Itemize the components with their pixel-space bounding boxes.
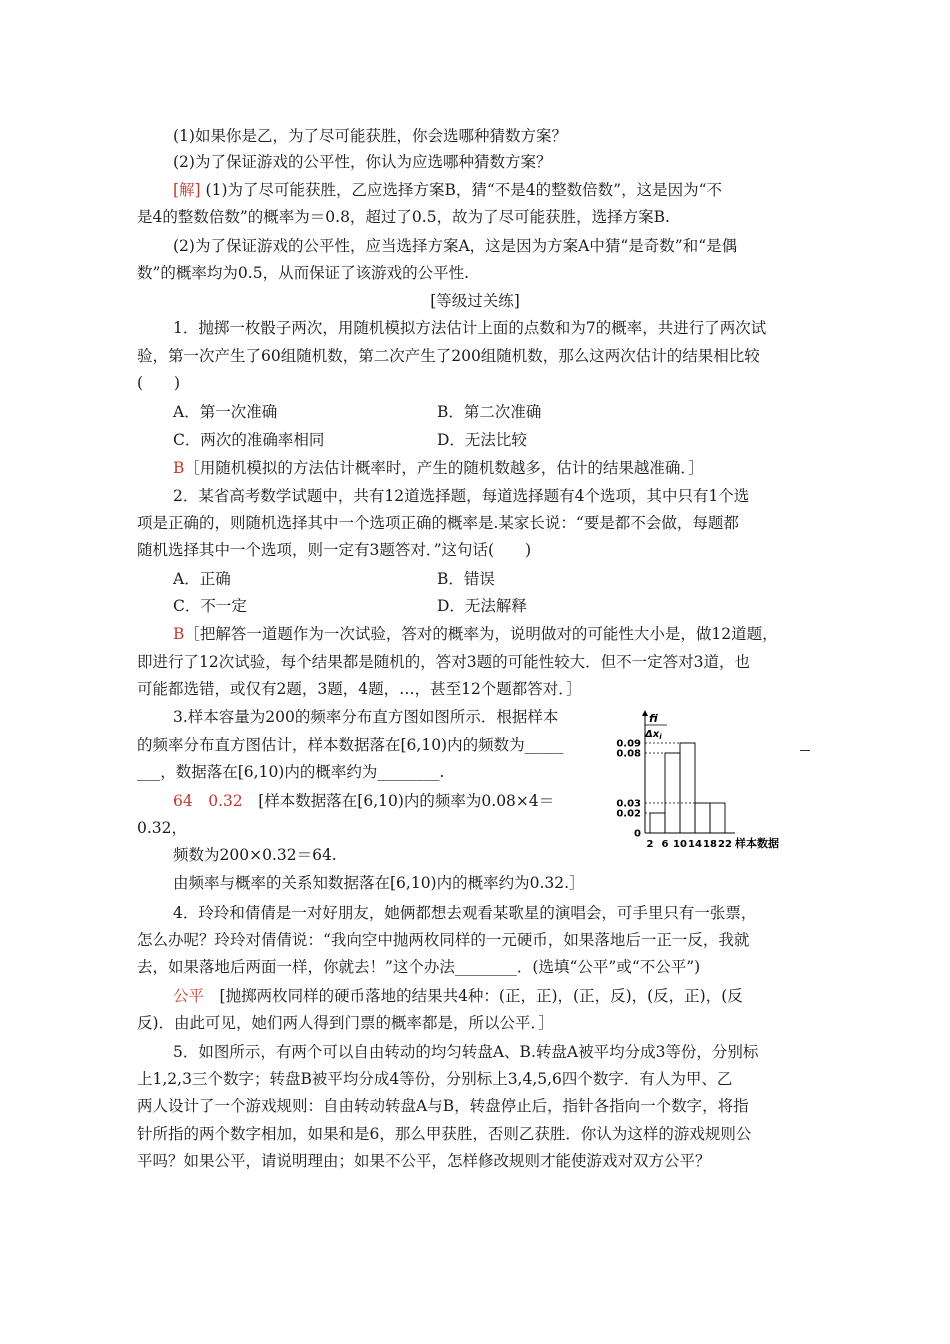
y-axis-label-denominator: $\Delta x_i$: [645, 729, 662, 741]
answer-tag: B: [173, 625, 185, 643]
answer-3: 频数为200×0.32＝64.: [173, 846, 337, 864]
x-tick-label: 6: [661, 839, 669, 850]
problem-5: 5．如图所示，有两个可以自由转动的均匀转盘A、B.转盘A被平均分成3等份，分别标: [173, 1043, 759, 1061]
answer-3: 64 0.32 [样本数据落在[6,10)内的频率为0.08×4＝: [173, 792, 555, 810]
option-a: A．正确: [173, 570, 231, 588]
answer-3: 0.32，: [137, 819, 188, 837]
answer-tag: B: [173, 459, 185, 477]
answer-2: B［把解答一道题作为一次试验，答对的概率为，说明做对的可能性大小是，做12道题，: [173, 625, 778, 643]
answer-tag: 公平: [173, 987, 205, 1005]
x-tick-label: 18: [703, 839, 717, 850]
y-tick-label: 0.03: [616, 798, 641, 810]
y-axis-arrow: [642, 710, 648, 716]
histogram-bar: [695, 803, 710, 833]
x-tick-label: 22: [718, 839, 732, 850]
section-heading: [等级过关练]: [430, 292, 520, 310]
histogram-chart: [605, 708, 790, 850]
solution-tag: [解]: [173, 181, 201, 199]
option-a: A．第一次准确: [173, 403, 278, 421]
y-axis-label-numerator: fi: [649, 712, 658, 725]
answer-2: 即进行了12次试验，每个结果都是随机的，答对3题的可能性较大．但不一定答对3道，也: [137, 653, 750, 671]
problem-3: 3.样本容量为200的频率分布直方图如图所示．根据样本: [173, 708, 559, 726]
solution-line: 是4的整数倍数”的概率为＝0.8，超过了0.5，故为了尽可能获胜，选择方案B.: [137, 208, 670, 226]
option-c: C．不一定: [173, 597, 247, 615]
option-b: B．第二次准确: [437, 403, 542, 421]
answer-4: 公平 [抛掷两枚同样的硬币落地的结果共4种：(正，正)，(正，反)，(反，正)，(反: [173, 987, 743, 1005]
problem-1: 验，第一次产生了60组随机数，第二次产生了200组随机数，那么这两次估计的结果相比较: [137, 347, 760, 365]
question-2: (2)为了保证游戏的公平性，你认为应选哪种猜数方案？: [173, 153, 552, 171]
problem-5: 针所指的两个数字相加，如果和是6，那么甲获胜，否则乙获胜．你认为这样的游戏规则公: [137, 1125, 752, 1143]
problem-1: ( ): [137, 374, 181, 392]
x-tick-label: 10: [673, 839, 687, 850]
y-tick-label: 0: [634, 828, 641, 840]
solution-line: (2)为了保证游戏的公平性，应当选择方案A，这是因为方案A中猜“是奇数”和“是偶: [173, 237, 738, 255]
x-tick-label: 2: [646, 839, 654, 850]
x-axis-label: 样本数据: [735, 837, 779, 850]
margin-mark: [800, 750, 810, 751]
option-c: C．两次的准确率相同: [173, 431, 325, 449]
problem-2: 项是正确的，则随机选择其中一个选项正确的概率是.某家长说：“要是都不会做，每题都: [137, 514, 739, 532]
y-tick-label: 0.08: [616, 748, 641, 760]
y-axis-label: [644, 712, 667, 741]
problem-5: 两人设计了一个游戏规则：自由转动转盘A与B，转盘停止后，指针各指向一个数字，将指: [137, 1097, 749, 1115]
problem-4: 怎么办呢？玲玲对倩倩说：“我向空中抛两枚同样的一元硬币，如果落地后一正一反，我就: [137, 931, 750, 949]
answer-tag: 64 0.32: [173, 792, 243, 810]
answer-4: 反)．由此可见，她们两人得到门票的概率都是，所以公平．］: [137, 1014, 554, 1032]
histogram-bar: [665, 753, 680, 833]
option-b: B．错误: [437, 570, 495, 588]
y-tick-label: 0.09: [616, 738, 641, 750]
answer-2: 可能都选错，或仅有2题，3题，4题，…，甚至12个题都答对．］: [137, 680, 582, 698]
histogram-bar: [650, 813, 665, 833]
problem-2: 2．某省高考数学试题中，共有12道选择题，每道选择题有4个选项，其中只有1个选: [173, 487, 750, 505]
y-tick-label: 0.02: [616, 808, 641, 820]
histogram-bar: [710, 803, 725, 833]
problem-1: 1．抛掷一枚骰子两次，用随机模拟方法估计上面的点数和为7的概率，共进行了两次试: [173, 319, 767, 337]
answer-1: B［用随机模拟的方法估计概率时，产生的随机数越多，估计的结果越准确．］: [173, 459, 704, 477]
problem-4: 去，如果落地后两面一样，你就去！”这个办法________．(选填“公平”或“不公平”): [137, 958, 701, 976]
histogram-bar: [680, 743, 695, 833]
answer-3: 由频率与概率的关系知数据落在[6,10)内的概率约为0.32.］: [173, 874, 585, 892]
option-d: D．无法比较: [437, 431, 527, 449]
x-tick-label: 14: [688, 839, 702, 850]
option-d: D．无法解释: [437, 597, 527, 615]
problem-3: 的频率分布直方图估计，样本数据落在[6,10)内的频数为_____: [137, 736, 564, 754]
question-1: (1)如果你是乙，为了尽可能获胜，你会选哪种猜数方案？: [173, 127, 567, 145]
solution-line: 数”的概率均为0.5，从而保证了该游戏的公平性.: [137, 264, 470, 282]
histogram-plot: [616, 710, 735, 850]
problem-3: ___，数据落在[6,10)内的概率约为________.: [137, 763, 445, 781]
problem-5: 平吗？如果公平，请说明理由；如果不公平，怎样修改规则才能使游戏对双方公平？: [137, 1152, 711, 1170]
problem-4: 4．玲玲和倩倩是一对好朋友，她俩都想去观看某歌星的演唱会，可手里只有一张票，: [173, 904, 757, 922]
solution-line: [解] (1)为了尽可能获胜，乙应选择方案B，猜“不是4的整数倍数”，这是因为“不: [173, 181, 723, 199]
problem-5: 上1,2,3三个数字；转盘B被平均分成4等份，分别标上3,4,5,6四个数字．有人为甲、乙: [137, 1070, 733, 1088]
problem-2: 随机选择其中一个选项，则一定有3题答对．”这句话( ): [137, 541, 532, 559]
